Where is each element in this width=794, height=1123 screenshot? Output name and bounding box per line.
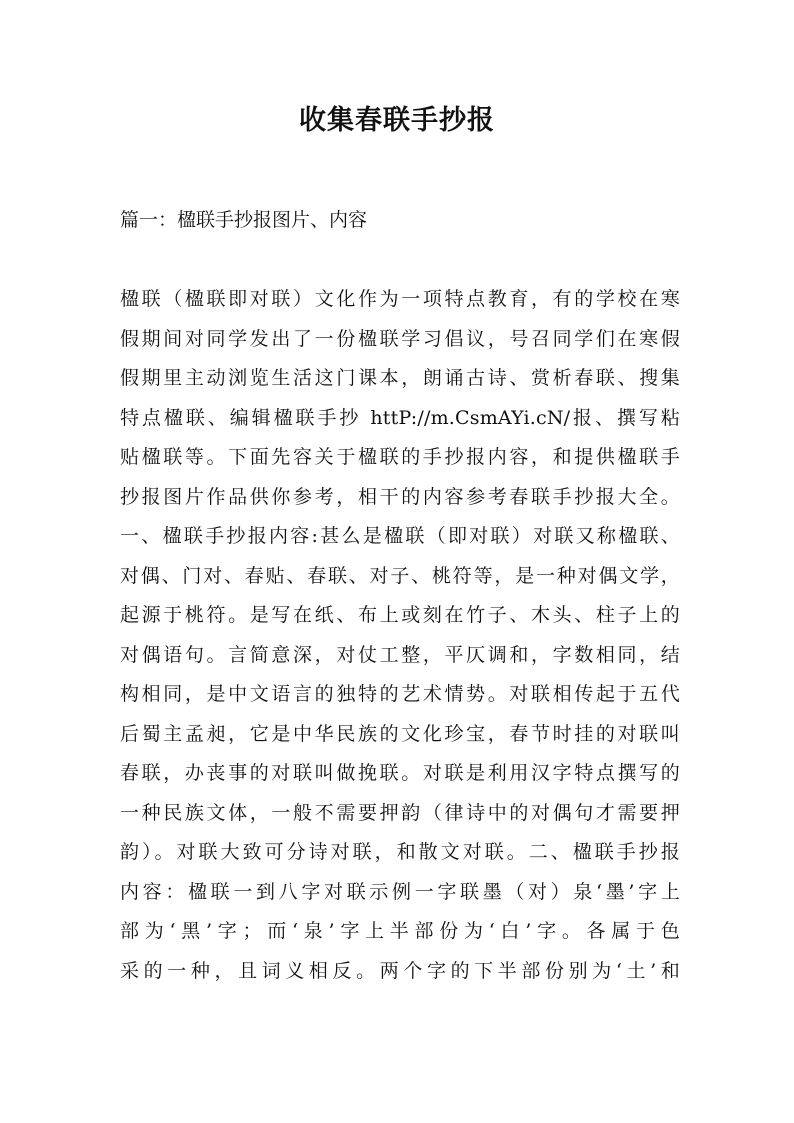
- document-title: 收集春联手抄报: [299, 105, 495, 136]
- body-line: 起源于桃符。是写在纸、布上或刻在竹子、木头、柱子上的: [120, 604, 680, 626]
- body-line: 特点楹联、编辑楹联手抄 httP://m.CsmAYi.cN/报、撰写粘: [120, 406, 680, 429]
- body-line: 采的一种，且词义相反。两个字的下半部份别为‘土’和: [120, 959, 680, 982]
- body-line: 抄报图片作品供你参考，相干的内容参考春联手抄报大全。: [120, 485, 680, 508]
- body-line: 部为‘黑’字；而‘泉’字上半部份为‘白’字。各属于色: [120, 920, 680, 942]
- body-line: 构相同，是中文语言的独特的艺术情势。对联相传起于五代: [120, 683, 680, 705]
- body-line: 对偶、门对、春贴、春联、对子、桃符等，是一种对偶文学，: [120, 564, 680, 587]
- body-line: 假期间对同学发出了一份楹联学习倡议，号召同学们在寒假: [120, 327, 680, 350]
- body-paragraph: [120, 280, 680, 991]
- body-line: 韵）。对联大致可分诗对联，和散文对联。二、楹联手抄报: [120, 841, 680, 863]
- body-line: 春联，办丧事的对联叫做挽联。对联是利用汉字特点撰写的: [120, 762, 680, 784]
- body-line: 假期里主动浏览生活这门课本，朗诵古诗、赏析春联、搜集: [120, 367, 680, 389]
- body-line: 一、楹联手抄报内容:甚么是楹联（即对联）对联又称楹联、: [120, 525, 680, 547]
- body-line: 贴楹联等。下面先容关于楹联的手抄报内容，和提供楹联手: [120, 446, 680, 468]
- body-line: 一种民族文体，一般不需要押韵（律诗中的对偶句才需要押: [120, 801, 680, 824]
- body-line: 楹联（楹联即对联）文化作为一项特点教育，有的学校在寒: [120, 288, 680, 310]
- body-line: 后蜀主孟昶，它是中华民族的文化珍宝，春节时挂的对联叫: [120, 722, 680, 745]
- body-line: 对偶语句。言简意深，对仗工整，平仄调和，字数相同，结: [120, 643, 680, 666]
- section-heading: 篇一：楹联手抄报图片、内容: [120, 209, 368, 231]
- body-line: 内容：楹联一到八字对联示例一字联墨（对）泉‘墨’字上: [120, 880, 680, 903]
